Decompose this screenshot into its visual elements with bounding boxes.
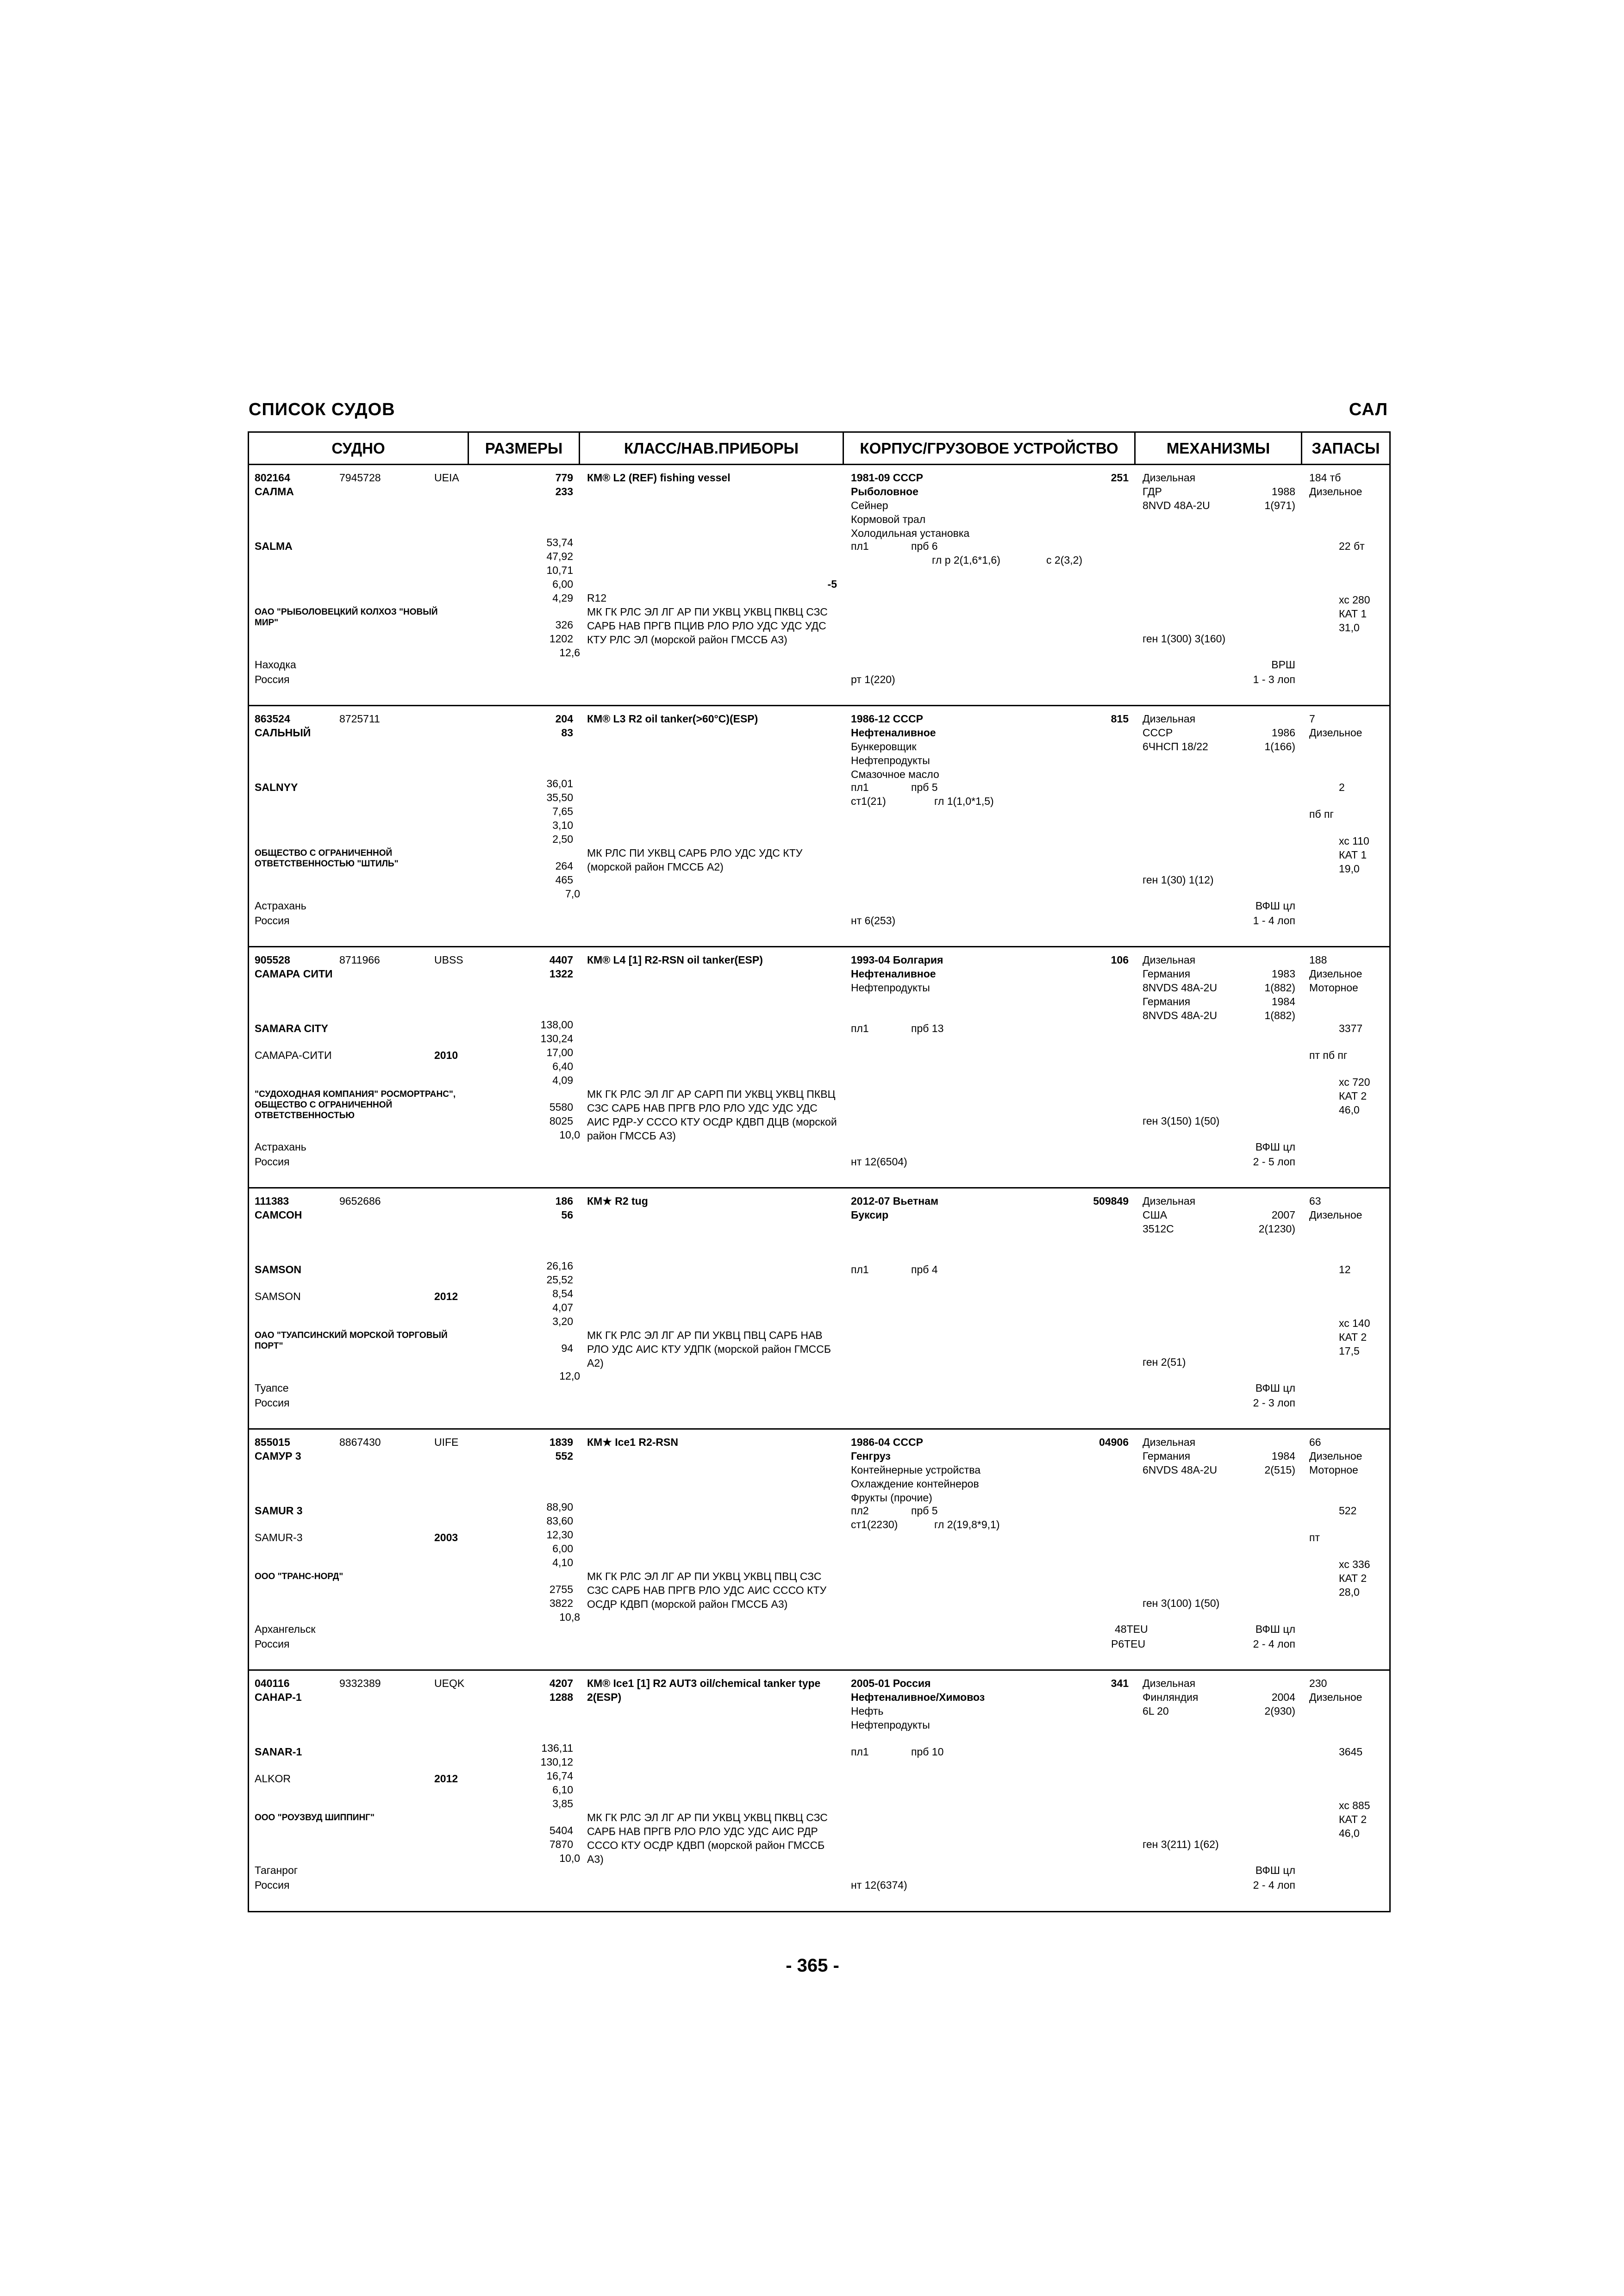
engine-year: 2004: [1271, 1691, 1295, 1703]
dimension-value: 6,10: [552, 1784, 573, 1796]
net-tonnage: 1322: [549, 968, 573, 980]
decks: пл1: [851, 781, 869, 793]
fuel-capacity: 2: [1339, 781, 1345, 793]
engine-power: 2(1230): [1258, 1223, 1295, 1235]
registry-number: 905528: [255, 954, 290, 966]
net-tonnage: 1288: [549, 1691, 573, 1703]
speed: 12,0: [559, 1370, 580, 1382]
class-extra: R12: [587, 592, 607, 604]
propeller-type: ВФШ цл: [1255, 1623, 1295, 1635]
home-port: Находка: [255, 659, 296, 671]
dimension-value: 4,07: [552, 1301, 573, 1313]
storage-types: пт пб пг: [1309, 1049, 1348, 1061]
home-port: Астрахань: [255, 1141, 306, 1153]
column-header-class: КЛАСС/НАВ.ПРИБОРЫ: [580, 433, 844, 465]
displacement: 8025: [549, 1115, 573, 1127]
engine-power-2: 1(882): [1264, 1009, 1295, 1021]
vessel-name: САНАР-1: [255, 1691, 302, 1703]
displacement: 465: [555, 874, 573, 886]
former-name-year: 2003: [434, 1531, 458, 1543]
engine-info: СССР: [1143, 727, 1173, 739]
owner-name: ОАО "ТУАПСИНСКИЙ МОРСКОЙ ТОРГОВЫЙ ПОРТ": [255, 1331, 448, 1351]
dimension-value: 8,54: [552, 1288, 573, 1300]
column-header-supplies: ЗАПАСЫ: [1302, 433, 1389, 465]
propeller-type: ВФШ цл: [1255, 1382, 1295, 1394]
bulkheads: прб 6: [911, 540, 938, 552]
build-date-country: 2005-01 Россия: [851, 1677, 931, 1689]
crew-info: 46,0: [1339, 1827, 1360, 1839]
hull-feature: Кормовой трал: [851, 513, 926, 525]
yard-number: 815: [1111, 713, 1129, 725]
engine-info: Германия: [1143, 996, 1191, 1008]
hull-feature: Бункеровщик: [851, 740, 917, 753]
page-title: СПИСОК СУДОВ: [249, 400, 395, 419]
crew-info: 17,5: [1339, 1345, 1360, 1357]
fuel-info: 184 тб: [1309, 472, 1341, 484]
gross-tonnage: 1839: [549, 1436, 573, 1448]
engine-year: 1986: [1271, 727, 1295, 739]
speed: 12,6: [559, 647, 580, 659]
cargo-tanks: рт 1(220): [851, 673, 895, 685]
deadweight: 264: [555, 860, 573, 872]
crew-info: хс 885: [1339, 1799, 1370, 1811]
class-notation: КМ® L4 [1] R2-RSN oil tanker(ESP): [587, 954, 763, 966]
imo-number: 9652686: [339, 1195, 381, 1207]
fuel-info: Дизельное: [1309, 1450, 1362, 1462]
crew-info: хс 720: [1339, 1076, 1370, 1088]
flag-country: Россия: [255, 1879, 290, 1891]
build-date-country: 2012-07 Вьетнам: [851, 1195, 938, 1207]
engine-info: 8NVDS 48A-2U: [1143, 982, 1218, 994]
former-name: ALKOR: [255, 1773, 291, 1785]
call-sign: UIFE: [434, 1436, 459, 1448]
column-header-vessel: СУДНО: [249, 433, 469, 465]
generators: ген 1(30) 1(12): [1143, 874, 1214, 886]
class-notation: КМ★ R2 tug: [587, 1195, 648, 1207]
displacement: 1202: [549, 633, 573, 645]
owner-name: ОАО "РЫБОЛОВЕЦКИЙ КОЛХОЗ "НОВЫЙ МИР": [255, 607, 438, 628]
flag-country: Россия: [255, 1638, 290, 1650]
hold-capacity: ст1(2230): [851, 1518, 898, 1531]
decks: пл1: [851, 540, 869, 552]
engine-year: 1988: [1271, 485, 1295, 498]
engine-year: 1983: [1271, 968, 1295, 980]
crew-info: КАТ 2: [1339, 1331, 1367, 1343]
flag-country: Россия: [255, 1156, 290, 1168]
cargo-tanks: нт 6(253): [851, 915, 896, 927]
engine-info: ГДР: [1143, 485, 1162, 498]
deadweight: 94: [561, 1342, 573, 1354]
fuel-info: 188: [1309, 954, 1327, 966]
fuel-info: Моторное: [1309, 982, 1358, 994]
owner-name: "СУДОХОДНАЯ КОМПАНИЯ" РОСМОРТРАНС", ОБЩЕСТВО С ОГРАНИЧЕННОЙ ОТВЕТСТВЕННОСТЬЮ: [255, 1089, 456, 1120]
storage-types: пт: [1309, 1531, 1320, 1543]
fuel-info: Дизельное: [1309, 727, 1362, 739]
hold-capacity: ст1(21): [851, 795, 886, 807]
fuel-info: 66: [1309, 1436, 1321, 1448]
generators: ген 3(211) 1(62): [1143, 1838, 1219, 1850]
crew-info: КАТ 2: [1339, 1572, 1367, 1584]
bulkheads: прб 5: [911, 1505, 938, 1517]
net-tonnage: 56: [561, 1209, 573, 1221]
vessel-name: САЛМА: [255, 485, 294, 498]
hull-feature: Сейнер: [851, 499, 888, 511]
engine-info: США: [1143, 1209, 1168, 1221]
column-header-machinery: МЕХАНИЗМЫ: [1136, 433, 1302, 465]
registry-number: 802164: [255, 472, 290, 484]
vessel-name-latin: SAMSON: [255, 1263, 301, 1276]
vessel-entry: [249, 706, 1389, 947]
navigation-equipment: МК ГК РЛС ЭЛ ЛГ АР САРП ПИ УКВЦ УКВЦ ПКВЦ СЗС САРБ НАВ ПРГВ РЛО РЛО УДС УДС УДС АИС РДР-У СССО КТУ ОСДР КДВП ДЦВ (морской район ГМССБ А3): [587, 1088, 837, 1142]
home-port: Туапсе: [255, 1382, 289, 1394]
engine-info: 6L 20: [1143, 1705, 1169, 1717]
deadweight: 2755: [549, 1583, 573, 1595]
fuel-capacity: 3645: [1339, 1746, 1363, 1758]
propeller-blades: 1 - 3 лоп: [1253, 673, 1295, 685]
propeller-blades: 2 - 4 лоп: [1253, 1638, 1295, 1650]
speed: 7,0: [565, 888, 580, 900]
dimension-value: 12,30: [546, 1529, 573, 1541]
propeller-blades: 2 - 4 лоп: [1253, 1879, 1295, 1891]
hull-feature: Фрукты (прочие): [851, 1492, 932, 1504]
bulkheads: прб 5: [911, 781, 938, 793]
cargo-tanks: нт 12(6374): [851, 1879, 907, 1891]
vessel-type: Буксир: [851, 1209, 889, 1221]
dimension-value: 3,85: [552, 1798, 573, 1810]
net-tonnage: 83: [561, 727, 573, 739]
displacement: 3822: [549, 1597, 573, 1609]
vessel-name-latin: SAMARA CITY: [255, 1022, 328, 1034]
imo-number: 7945728: [339, 472, 381, 484]
propeller-type: ВФШ цл: [1255, 900, 1295, 912]
decks: пл1: [851, 1746, 869, 1758]
imo-number: 8867430: [339, 1436, 381, 1448]
engine-info: 8NVDS 48A-2U: [1143, 1009, 1218, 1021]
class-notation: КМ® Ice1 [1] R2 AUT3 oil/chemical tanker type 2(ESP): [587, 1677, 821, 1703]
fuel-capacity: 3377: [1339, 1022, 1363, 1034]
fuel-info: Моторное: [1309, 1464, 1358, 1476]
crew-info: 19,0: [1339, 863, 1360, 875]
decks: пл1: [851, 1022, 869, 1034]
hatch-dimensions: гл 2(19,8*9,1): [934, 1518, 1000, 1531]
former-name: САМАРА-СИТИ: [255, 1049, 332, 1061]
vessel-name-latin: SALMA: [255, 540, 293, 552]
hull-feature: Смазочное масло: [851, 768, 939, 780]
registry-number: 863524: [255, 713, 290, 725]
decks: пл2: [851, 1505, 869, 1517]
container-capacity: 48TEU: [1115, 1623, 1148, 1635]
fuel-capacity: 22 бт: [1339, 540, 1365, 552]
former-name-year: 2012: [434, 1290, 458, 1302]
hull-feature: Охлаждение контейнеров: [851, 1478, 979, 1490]
fuel-info: Дизельное: [1309, 968, 1362, 980]
crew-info: хс 280: [1339, 594, 1370, 606]
owner-name: ОБЩЕСТВО С ОГРАНИЧЕННОЙ ОТВЕТСТВЕННОСТЬЮ "ШТИЛЬ": [255, 848, 399, 869]
owner-name: ООО "ТРАНС-НОРД": [255, 1572, 344, 1581]
engine-year: 1984: [1271, 1450, 1295, 1462]
vessel-entry: [249, 1671, 1389, 1912]
vessel-entry: [249, 465, 1389, 706]
vessel-type: Нефтеналивное: [851, 727, 936, 739]
home-port: Архангельск: [255, 1623, 316, 1635]
gross-tonnage: 4207: [549, 1677, 573, 1689]
class-notation: КМ★ Ice1 R2-RSN: [587, 1436, 678, 1448]
crew-info: КАТ 1: [1339, 608, 1367, 620]
dimension-value: 88,90: [546, 1501, 573, 1513]
dimension-value: 3,10: [552, 819, 573, 831]
navigation-equipment: МК ГК РЛС ЭЛ ЛГ АР ПИ УКВЦ ПВЦ САРБ НАВ РЛО УДС АИС КТУ УДПК (морской район ГМССБ А2): [587, 1329, 831, 1369]
former-name-year: 2010: [434, 1049, 458, 1061]
engine-info: Дизельная: [1143, 1195, 1196, 1207]
decks: пл1: [851, 1263, 869, 1276]
engine-info: Дизельная: [1143, 954, 1196, 966]
crew-info: 46,0: [1339, 1104, 1360, 1116]
yard-number: 106: [1111, 954, 1129, 966]
class-notation: КМ® L3 R2 oil tanker(>60°C)(ESP): [587, 713, 758, 725]
engine-info: 6NVDS 48A-2U: [1143, 1464, 1218, 1476]
dimension-value: 4,09: [552, 1074, 573, 1086]
propeller-blades: 2 - 3 лоп: [1253, 1397, 1295, 1409]
yard-number: 341: [1111, 1677, 1129, 1689]
page-number: - 365 -: [786, 1955, 839, 1976]
gross-tonnage: 4407: [549, 954, 573, 966]
generators: ген 3(150) 1(50): [1143, 1115, 1220, 1127]
bulkheads: прб 13: [911, 1022, 944, 1034]
hull-feature: Нефтепродукты: [851, 982, 930, 994]
fuel-info: 230: [1309, 1677, 1327, 1689]
gross-tonnage: 186: [555, 1195, 573, 1207]
column-header-hull: КОРПУС/ГРУЗОВОЕ УСТРОЙСТВО: [844, 433, 1136, 465]
engine-info: 6ЧНСП 18/22: [1143, 740, 1208, 753]
crew-info: хс 140: [1339, 1317, 1370, 1329]
flag-country: Россия: [255, 673, 290, 685]
fuel-info: Дизельное: [1309, 1209, 1362, 1221]
section-label: САЛ: [1349, 400, 1388, 419]
call-sign: UEQK: [434, 1677, 465, 1689]
vessel-entry: [249, 947, 1389, 1188]
propeller-type: ВРШ: [1271, 659, 1295, 671]
engine-info: Финляндия: [1143, 1691, 1199, 1703]
engine-power: 1(882): [1264, 982, 1295, 994]
crew-info: КАТ 2: [1339, 1090, 1367, 1102]
call-sign: UEIA: [434, 472, 459, 484]
engine-info: Дизельная: [1143, 472, 1196, 484]
speed: 10,0: [559, 1129, 580, 1141]
flag-country: Россия: [255, 1397, 290, 1409]
cargo-tanks: нт 12(6504): [851, 1156, 907, 1168]
yard-number: 509849: [1093, 1195, 1129, 1207]
navigation-equipment: МК ГК РЛС ЭЛ ЛГ АР ПИ УКВЦ УКВЦ ПКВЦ СЗС САРБ НАВ ПРГВ ПЦИВ РЛО РЛО УДС УДС УДС КТУ РЛС ЭЛ (морской район ГМССБ А3): [587, 606, 828, 646]
dimension-value: 36,01: [546, 778, 573, 790]
dimension-value: 6,40: [552, 1060, 573, 1072]
dimension-value: 35,50: [546, 791, 573, 803]
former-name: SAMSON: [255, 1290, 301, 1302]
deadweight: 326: [555, 619, 573, 631]
dimension-value: 4,10: [552, 1556, 573, 1568]
hull-feature: Контейнерные устройства: [851, 1464, 981, 1476]
home-port: Астрахань: [255, 900, 306, 912]
former-name-year: 2012: [434, 1773, 458, 1785]
registry-number: 040116: [255, 1677, 290, 1689]
fuel-info: 63: [1309, 1195, 1321, 1207]
imo-number: 8725711: [339, 713, 380, 725]
dimension-value: 6,00: [552, 1543, 573, 1555]
vessel-table: [248, 431, 1391, 1912]
bulkheads: прб 4: [911, 1263, 938, 1276]
navigation-equipment: МК РЛС ПИ УКВЦ САРБ РЛО УДС УДС КТУ (морской район ГМССБ А2): [587, 847, 803, 873]
dimension-value: 17,00: [546, 1046, 573, 1058]
engine-info: Дизельная: [1143, 1436, 1196, 1448]
fuel-info: Дизельное: [1309, 485, 1362, 498]
dimension-value: 26,16: [546, 1260, 573, 1272]
vessel-name: САМСОН: [255, 1209, 302, 1221]
fuel-info: 7: [1309, 713, 1315, 725]
engine-info: Дизельная: [1143, 1677, 1196, 1689]
dimension-value: 3,20: [552, 1315, 573, 1327]
imo-number: 9332389: [339, 1677, 381, 1689]
engine-power: 1(971): [1264, 499, 1295, 511]
hatch-dimensions: гл 1(1,0*1,5): [934, 795, 994, 807]
storage-types: пб пг: [1309, 808, 1334, 820]
engine-info: 3512C: [1143, 1223, 1174, 1235]
deadweight: 5404: [549, 1824, 573, 1836]
generators: ген 2(51): [1143, 1356, 1186, 1368]
vessel-type: Нефтеналивное: [851, 968, 936, 980]
former-name: SAMUR-3: [255, 1531, 303, 1543]
engine-year: 2007: [1271, 1209, 1295, 1221]
vessel-name-latin: SANAR-1: [255, 1746, 302, 1758]
bulkheads: прб 10: [911, 1746, 944, 1758]
crew-info: хс 110: [1339, 835, 1369, 847]
hull-feature: Нефтепродукты: [851, 1719, 930, 1731]
vessel-name-latin: SAMUR 3: [255, 1505, 303, 1517]
dimension-value: 7,65: [552, 805, 573, 817]
hatch-count: с 2(3,2): [1046, 554, 1082, 566]
ice-category: -5: [827, 578, 837, 590]
displacement: 7870: [549, 1838, 573, 1850]
container-capacity-alt: P6TEU: [1111, 1638, 1146, 1650]
flag-country: Россия: [255, 915, 290, 927]
hull-feature: Холодильная установка: [851, 527, 970, 539]
crew-info: КАТ 1: [1339, 849, 1367, 861]
speed: 10,8: [559, 1611, 580, 1623]
vessel-name-latin: SALNYY: [255, 781, 298, 793]
hatch-dimensions: гл р 2(1,6*1,6): [932, 554, 1000, 566]
call-sign: UBSS: [434, 954, 463, 966]
engine-info: Германия: [1143, 968, 1191, 980]
column-header-dimensions: РАЗМЕРЫ: [469, 433, 580, 465]
gross-tonnage: 779: [555, 472, 573, 484]
crew-info: 31,0: [1339, 622, 1360, 634]
vessel-type: Нефтеналивное/Химовоз: [851, 1691, 985, 1703]
propeller-type: ВФШ цл: [1255, 1864, 1295, 1876]
navigation-equipment: МК ГК РЛС ЭЛ ЛГ АР ПИ УКВЦ УКВЦ ПВЦ СЗС СЗС САРБ НАВ ПРГВ РЛО УДС АИС СССО КТУ ОСДР КДВП (морской район ГМССБ А3): [587, 1570, 827, 1610]
dimension-value: 83,60: [546, 1515, 573, 1527]
engine-info: Дизельная: [1143, 713, 1196, 725]
dimension-value: 10,71: [546, 564, 573, 576]
propeller-blades: 2 - 5 лоп: [1253, 1156, 1295, 1168]
vessel-name: САМАРА СИТИ: [255, 968, 333, 980]
vessel-entry: [249, 1188, 1389, 1430]
net-tonnage: 552: [555, 1450, 573, 1462]
fuel-info: Дизельное: [1309, 1691, 1362, 1703]
build-date-country: 1981-09 СССР: [851, 472, 923, 484]
deadweight: 5580: [549, 1101, 573, 1113]
dimension-value: 47,92: [546, 550, 573, 562]
registry-number: 111383: [255, 1195, 289, 1207]
crew-info: КАТ 2: [1339, 1813, 1367, 1825]
dimension-value: 4,29: [552, 592, 573, 604]
class-notation: КМ® L2 (REF) fishing vessel: [587, 472, 731, 484]
vessel-type: Генгруз: [851, 1450, 891, 1462]
dimension-value: 2,50: [552, 833, 573, 845]
fuel-capacity: 522: [1339, 1505, 1357, 1517]
owner-name: ООО "РОУЗВУД ШИППИНГ": [255, 1813, 375, 1823]
dimension-value: 25,52: [546, 1274, 573, 1286]
speed: 10,0: [559, 1852, 580, 1864]
dimension-value: 16,74: [546, 1770, 573, 1782]
generators: ген 3(100) 1(50): [1143, 1597, 1220, 1609]
engine-power: 2(930): [1264, 1705, 1295, 1717]
build-date-country: 1993-04 Болгария: [851, 954, 943, 966]
hull-feature: Нефть: [851, 1705, 884, 1717]
registry-number: 855015: [255, 1436, 290, 1448]
engine-power: 2(515): [1264, 1464, 1295, 1476]
home-port: Таганрог: [255, 1864, 298, 1876]
build-date-country: 1986-04 СССР: [851, 1436, 923, 1448]
dimension-value: 130,24: [540, 1033, 573, 1045]
gross-tonnage: 204: [555, 713, 573, 725]
build-date-country: 1986-12 СССР: [851, 713, 923, 725]
propeller-blades: 1 - 4 лоп: [1253, 915, 1295, 927]
crew-info: хс 336: [1339, 1558, 1370, 1570]
fuel-capacity: 12: [1339, 1263, 1351, 1276]
vessel-name: САМУР 3: [255, 1450, 301, 1462]
propeller-type: ВФШ цл: [1255, 1141, 1295, 1153]
engine-power: 1(166): [1264, 740, 1295, 753]
engine-info: 8NVD 48A-2U: [1143, 499, 1210, 511]
engine-info: Германия: [1143, 1450, 1191, 1462]
dimension-value: 53,74: [546, 536, 573, 548]
yard-number: 04906: [1099, 1436, 1129, 1448]
dimension-value: 6,00: [552, 578, 573, 590]
navigation-equipment: МК ГК РЛС ЭЛ ЛГ АР ПИ УКВЦ УКВЦ ПКВЦ СЗС САРБ НАВ ПРГВ РЛО РЛО УДС УДС АИС РДР СССО КТУ ОСДР КДВП (морской район ГМССБ А3): [587, 1811, 828, 1865]
net-tonnage: 233: [555, 485, 573, 498]
engine-year-2: 1984: [1271, 996, 1295, 1008]
crew-info: 28,0: [1339, 1586, 1360, 1598]
vessel-name: САЛЬНЫЙ: [255, 727, 311, 739]
vessel-entry: [249, 1430, 1389, 1671]
dimension-value: 138,00: [540, 1019, 573, 1031]
hull-feature: Нефтепродукты: [851, 754, 930, 766]
dimension-value: 130,12: [540, 1756, 573, 1768]
imo-number: 8711966: [339, 954, 380, 966]
vessel-type: Рыболовное: [851, 485, 918, 498]
generators: ген 1(300) 3(160): [1143, 633, 1226, 645]
yard-number: 251: [1111, 472, 1129, 484]
dimension-value: 136,11: [541, 1742, 573, 1754]
